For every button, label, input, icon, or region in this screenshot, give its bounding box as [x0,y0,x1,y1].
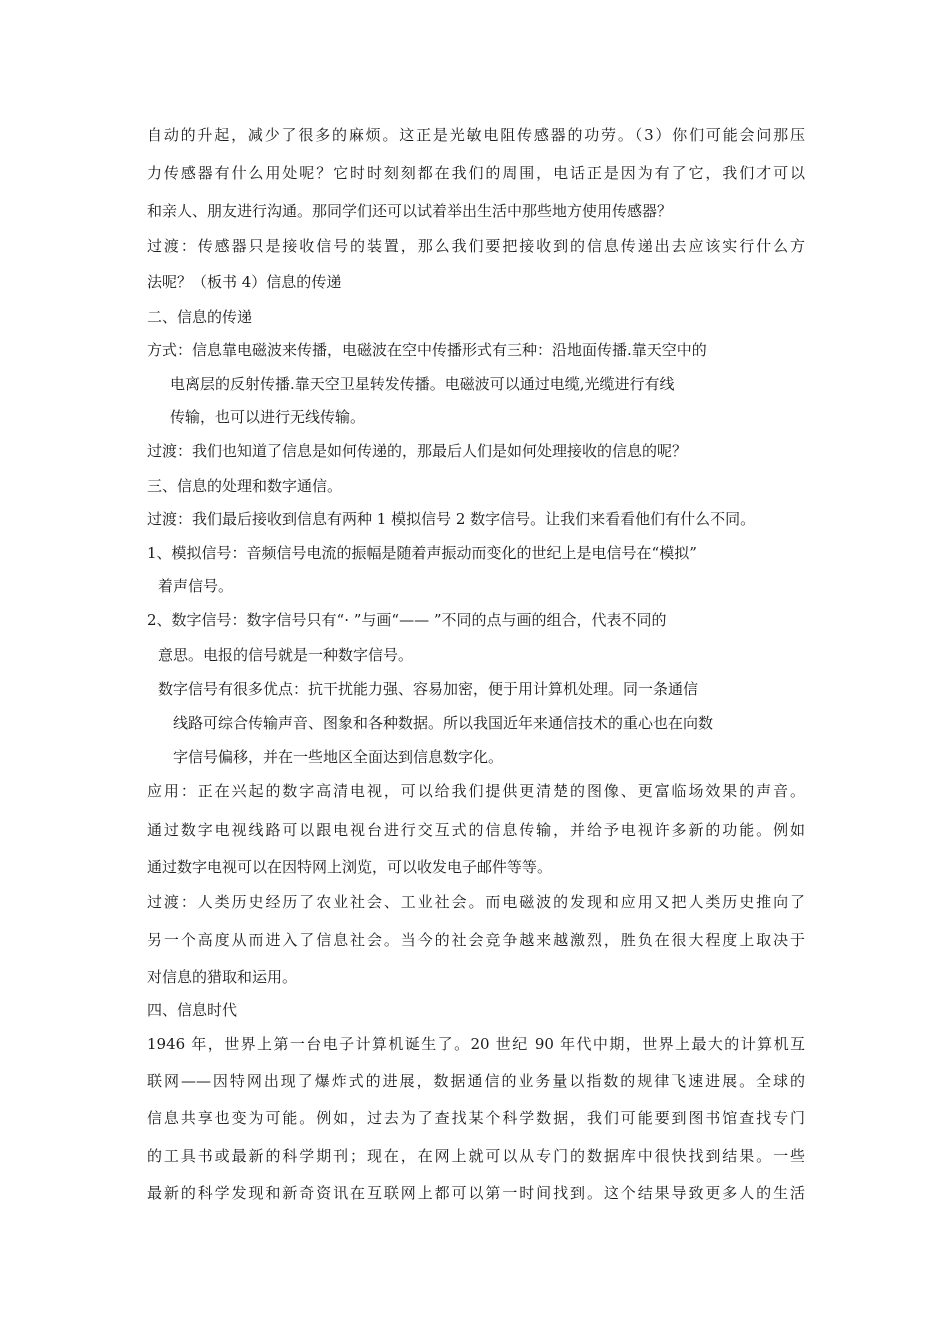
text-line: 对信息的猎取和运用。 [147,968,298,986]
text-line: 着声信号。 [158,577,234,595]
text-line: 通过数字电视可以在因特网上浏览，可以收发电子邮件等等。 [147,858,553,876]
text-line: 数字信号有很多优点：抗干扰能力强、容易加密，便于用计算机处理。同一条通信 [158,680,699,698]
text-line: 1、模拟信号：音频信号电流的振幅是随着声振动而变化的世纪上是电信号在“模拟” [147,544,697,562]
text-line: 字信号偏移，并在一些地区全面达到信息数字化。 [173,748,504,766]
text-line: 1946 年，世界上第一台电子计算机诞生了。20 世纪 90 年代中期，世界上最大的计算机互 [147,1035,805,1053]
text-line: 联网——因特网出现了爆炸式的进展，数据通信的业务量以指数的规律飞速进展。全球的 [147,1072,805,1090]
text-line: 力传感器有什么用处呢？它时时刻刻都在我们的周围，电话正是因为有了它，我们才可以 [147,164,805,182]
text-line: 过渡：我们最后接收到信息有两种 1 模拟信号 2 数字信号。让我们来看看他们有什么不同。 [147,510,756,528]
text-line: 电离层的反射传播.靠天空卫星转发传播。电磁波可以通过电缆,光缆进行有线 [170,375,675,393]
text-line: 另一个高度从而进入了信息社会。当今的社会竞争越来越激烈，胜负在很大程度上取决于 [147,931,805,949]
text-line: 2、数字信号：数字信号只有“· ”与画“—— ”不同的点与画的组合，代表不同的 [147,611,667,629]
text-line: 方式：信息靠电磁波来传播，电磁波在空中传播形式有三种：沿地面传播.靠天空中的 [147,341,707,359]
text-line: 过渡：我们也知道了信息是如何传递的，那最后人们是如何处理接收的信息的呢？ [147,442,688,460]
text-line: 最新的科学发现和新奇资讯在互联网上都可以第一时间找到。这个结果导致更多人的生活 [147,1184,805,1202]
text-line: 过渡：传感器只是接收信号的装置，那么我们要把接收到的信息传递出去应该实行什么方 [147,237,805,255]
text-line: 通过数字电视线路可以跟电视台进行交互式的信息传输，并给予电视许多新的功能。例如 [147,821,805,839]
text-line: 过渡：人类历史经历了农业社会、工业社会。而电磁波的发现和应用又把人类历史推向了 [147,893,805,911]
text-line: 法呢？（板书 4）信息的传递 [147,273,342,291]
text-line: 线路可综合传输声音、图象和各种数据。所以我国近年来通信技术的重心也在向数 [173,714,714,732]
text-line: 信息共享也变为可能。例如，过去为了查找某个科学数据，我们可能要到图书馆查找专门 [147,1109,805,1127]
text-line: 应用：正在兴起的数字高清电视，可以给我们提供更清楚的图像、更富临场效果的声音。 [147,782,805,800]
section-heading: 三、信息的处理和数字通信。 [147,477,343,495]
section-heading: 四、信息时代 [147,1001,238,1019]
text-line: 的工具书或最新的科学期刊；现在，在网上就可以从专门的数据库中很快找到结果。一些 [147,1147,805,1165]
section-heading: 二、信息的传递 [147,308,253,326]
text-line: 和亲人、朋友进行沟通。那同学们还可以试着举出生活中那些地方使用传感器？ [147,202,673,220]
text-line: 自动的升起，减少了很多的麻烦。这正是光敏电阻传感器的功劳。（3）你们可能会问那压 [147,126,805,144]
text-line: 意思。电报的信号就是一种数字信号。 [158,646,414,664]
text-line: 传输，也可以进行无线传输。 [170,408,366,426]
